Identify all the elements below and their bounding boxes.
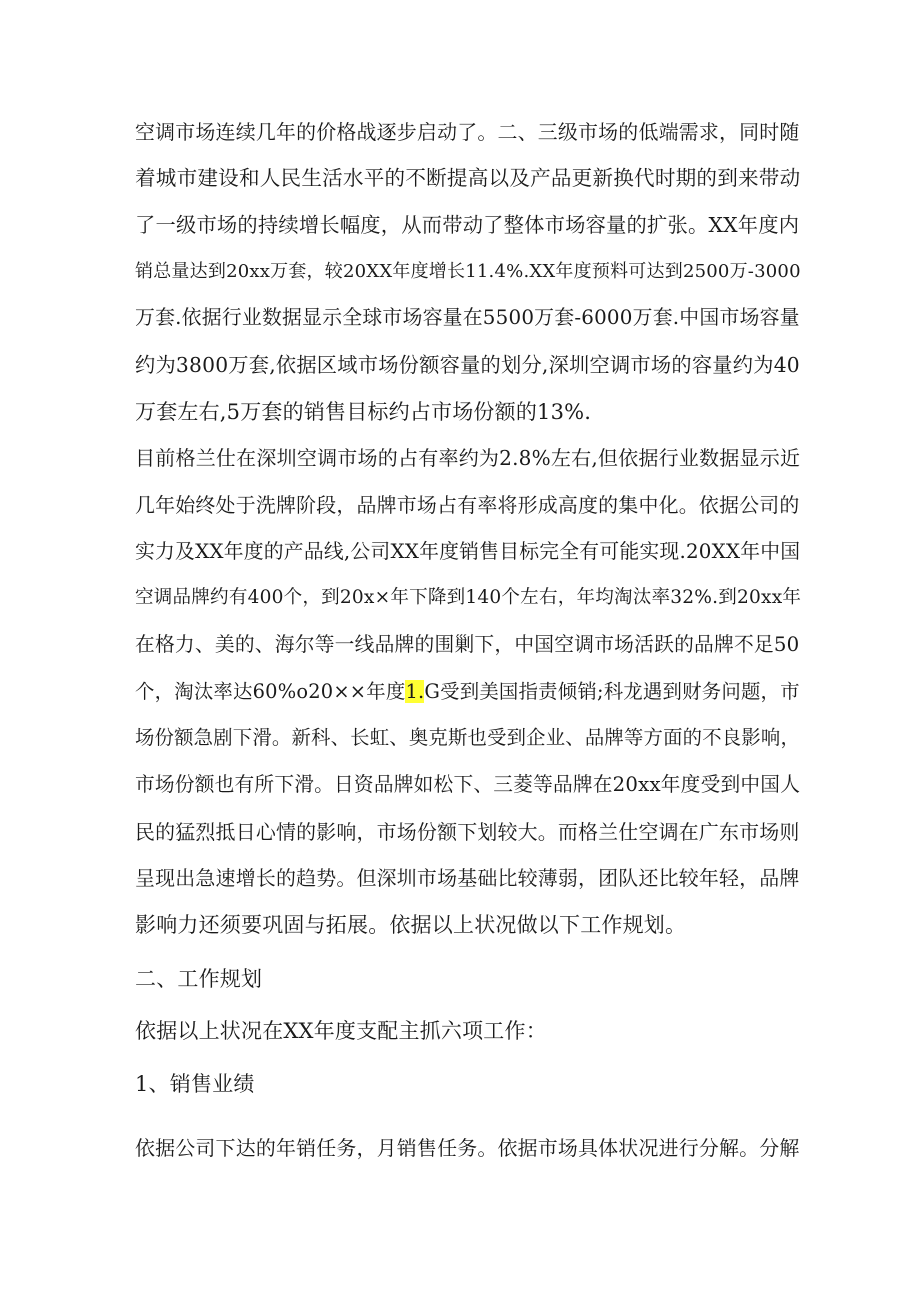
highlighted-text: 1. [405, 680, 425, 703]
paragraph-line: 民的猛烈抵日心情的影响，市场份额下划较大。而格兰仕空调在广东市场则 [135, 820, 800, 844]
paragraph-line: 影响力还须要巩固与拓展。依据以上状况做以下工作规划。 [135, 913, 687, 937]
paragraph-line: 约为3800万套,依据区域市场份额容量的划分,深圳空调市场的容量约为40 [135, 353, 800, 377]
section-heading: 二、工作规划 [135, 967, 263, 991]
paragraph-line: 在格力、美的、海尔等一线品牌的围剿下，中国空调市场活跃的品牌不足50 [135, 633, 800, 656]
paragraph-line: 实力及XX年度的产品线,公司XX年度销售目标完全有可能实现.20XX年中国 [135, 540, 801, 563]
paragraph-line: 了一级市场的持续增长幅度，从而带动了整体市场容量的扩张。XX年度内 [135, 213, 800, 237]
paragraph-line: 依据以上状况在XX年度支配主抓六项工作： [135, 1019, 547, 1043]
paragraph-line: 万套.依据行业数据显示全球市场容量在5500万套-6000万套.中国市场容量 [135, 306, 800, 329]
paragraph-line: 空调市场连续几年的价格战逐步启动了。二、三级市场的低端需求，同时随 [135, 120, 800, 144]
paragraph-line: 目前格兰仕在深圳空调市场的占有率约为2.8%左右,但依据行业数据显示近 [135, 446, 801, 470]
line-segment: 个，淘汰率达60%o20××年度 [135, 680, 406, 703]
paragraph-line: 着城市建设和人民生活水平的不断提高以及产品更新换代时期的到来带动 [135, 166, 801, 190]
paragraph-line: 呈现出急速增长的趋势。但深圳市场基础比较薄弱，团队还比较年轻，品牌 [135, 866, 800, 890]
paragraph-line: 几年始终处于洗牌阶段，品牌市场占有率将形成高度的集中化。依据公司的 [135, 493, 800, 517]
paragraph-line: 万套左右,5万套的销售目标约占市场份额的13%. [135, 400, 592, 424]
line-segment: G受到美国指责倾销;科龙遇到财务问题，市 [424, 680, 800, 703]
subsection-heading: 1、销售业绩 [135, 1072, 255, 1096]
paragraph-line: 市场份额也有所下滑。日资品牌如松下、三菱等品牌在20xx年度受到中国人 [135, 773, 801, 796]
paragraph-line [135, 677, 800, 707]
paragraph-line: 空调品牌约有400个，到20x×年下降到140个左右，年均淘汰率32%.到20xx年 [135, 587, 802, 608]
paragraph-line: 场份额急剧下滑。新科、长虹、奥克斯也受到企业、品牌等方面的不良影响， [135, 726, 801, 749]
paragraph-line: 销总量达到20xx万套，较20XX年度增长11.4%.XX年度预料可达到2500万-3000 [135, 261, 801, 282]
paragraph-line: 依据公司下达的年销任务，月销售任务。依据市场具体状况进行分解。分解 [135, 1136, 800, 1160]
